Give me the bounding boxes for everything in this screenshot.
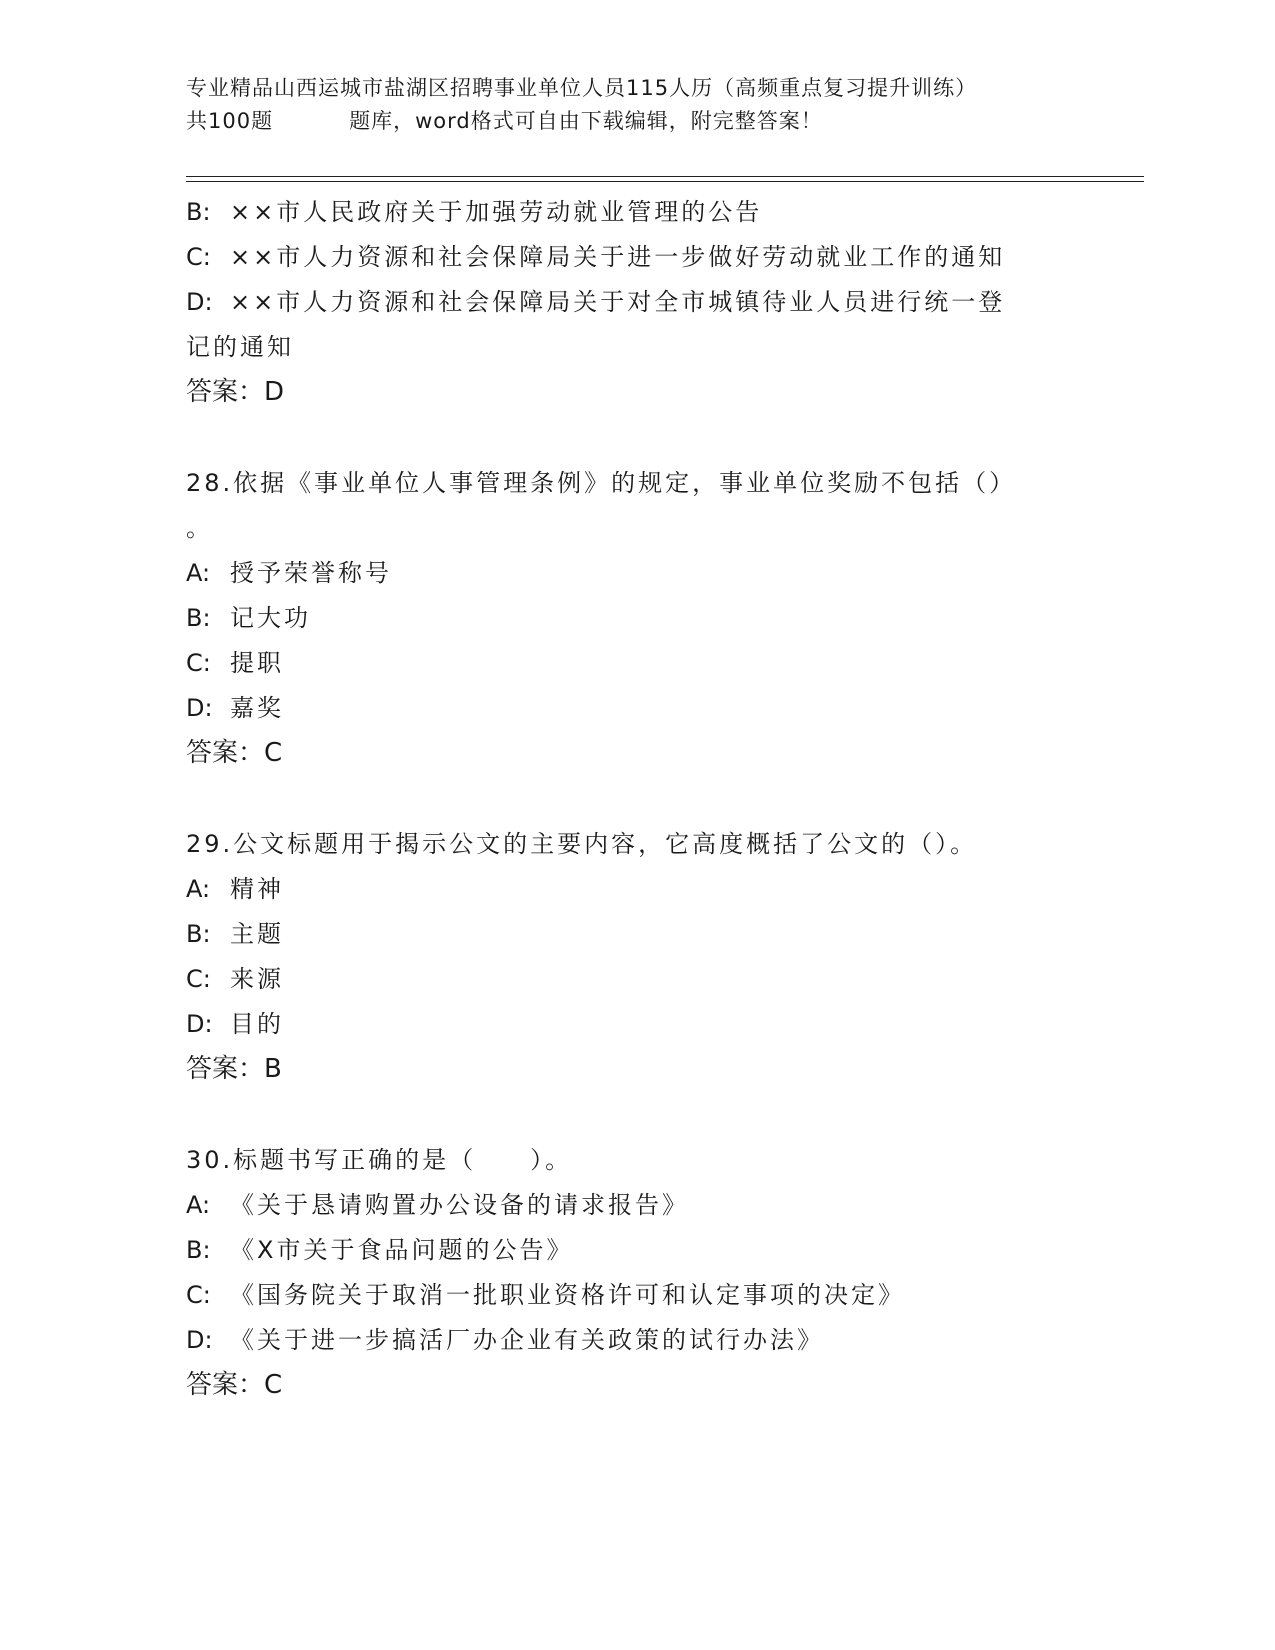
option-d [186, 280, 1086, 325]
question-29 [186, 822, 1086, 1092]
option-a [186, 867, 1086, 912]
option-d [186, 686, 1086, 731]
question-title-continued: 。 [186, 514, 213, 542]
option-letter: A: [186, 1191, 211, 1219]
header-subtitle-line [186, 105, 1086, 138]
option-d-continued: 记的通知 [186, 333, 294, 361]
option-letter: D: [186, 288, 213, 316]
header-description: 题库，word格式可自由下载编辑，附完整答案！ [349, 109, 823, 133]
option-d [186, 1002, 1086, 1047]
option-text: 提职 [230, 649, 284, 677]
option-text: 《关于进一步搞活厂办企业有关政策的试行办法》 [230, 1326, 824, 1354]
option-c [186, 641, 1086, 686]
option-b [186, 912, 1086, 957]
header-question-count: 共100题 [186, 109, 274, 133]
answer: 答案：D [186, 377, 285, 407]
header-title-line: 专业精品山西运城市盐湖区招聘事业单位人员115人历（高频重点复习提升训练） [186, 76, 978, 100]
option-letter: C: [186, 965, 211, 993]
document-header [186, 72, 1086, 138]
option-text: 《关于恳请购置办公设备的请求报告》 [230, 1191, 689, 1219]
option-letter: D: [186, 1010, 213, 1038]
option-c [186, 957, 1086, 1002]
option-letter: C: [186, 243, 211, 271]
option-b [186, 190, 1086, 235]
option-text: 记大功 [230, 604, 311, 632]
document-body [186, 190, 1086, 1408]
question-27 [186, 190, 1086, 415]
option-a [186, 1183, 1086, 1228]
option-text: ××市人民政府关于加强劳动就业管理的公告 [230, 198, 763, 226]
option-c [186, 1273, 1086, 1318]
question-28 [186, 461, 1086, 776]
question-title: 29.公文标题用于揭示公文的主要内容，它高度概括了公文的（）。 [186, 830, 978, 858]
option-b [186, 596, 1086, 641]
answer: 答案：C [186, 1370, 283, 1400]
option-letter: C: [186, 1281, 211, 1309]
option-text: ××市人力资源和社会保障局关于对全市城镇待业人员进行统一登 [230, 288, 1006, 316]
option-letter: A: [186, 559, 211, 587]
option-d [186, 1318, 1086, 1363]
option-letter: D: [186, 694, 213, 722]
header-divider-top [186, 176, 1144, 177]
option-text: 目的 [230, 1010, 284, 1038]
option-text: 授予荣誉称号 [230, 559, 392, 587]
question-title: 30.标题书写正确的是（ ）。 [186, 1146, 573, 1174]
option-text: 嘉奖 [230, 694, 284, 722]
option-text: 《X市关于食品问题的公告》 [230, 1236, 574, 1264]
option-c [186, 235, 1086, 280]
option-b [186, 1228, 1086, 1273]
option-letter: B: [186, 1236, 211, 1264]
header-divider-bottom [186, 181, 1144, 182]
option-text: 来源 [230, 965, 284, 993]
option-letter: D: [186, 1326, 213, 1354]
question-title: 28.依据《事业单位人事管理条例》的规定，事业单位奖励不包括（） [186, 469, 1017, 497]
option-text: 主题 [230, 920, 284, 948]
option-text: 《国务院关于取消一批职业资格许可和认定事项的决定》 [230, 1281, 905, 1309]
option-letter: B: [186, 920, 211, 948]
option-text: ××市人力资源和社会保障局关于进一步做好劳动就业工作的通知 [230, 243, 1006, 271]
answer: 答案：B [186, 1054, 282, 1084]
option-letter: A: [186, 875, 211, 903]
option-letter: B: [186, 198, 211, 226]
option-letter: C: [186, 649, 211, 677]
question-30 [186, 1138, 1086, 1408]
option-letter: B: [186, 604, 211, 632]
answer: 答案：C [186, 738, 283, 768]
option-a [186, 551, 1086, 596]
option-text: 精神 [230, 875, 284, 903]
